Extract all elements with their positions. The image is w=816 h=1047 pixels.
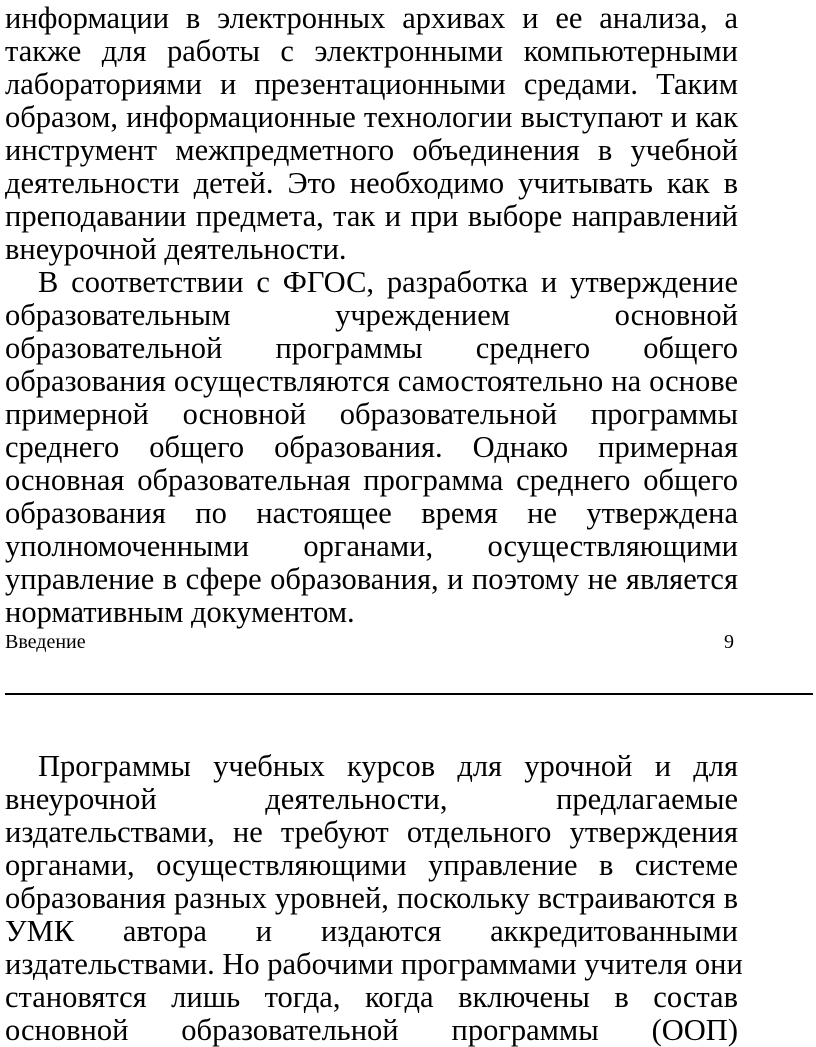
text-line: УМК автора и издаются аккредитованными bbox=[5, 914, 738, 948]
text-line: издательствами, не требуют отдельного утверждения bbox=[5, 815, 738, 849]
text-line: основная образовательная программа среднего общего bbox=[5, 463, 738, 497]
text-line: образовательным учреждением основной bbox=[5, 298, 738, 332]
text-line: становятся лишь тогда, когда включены в состав bbox=[5, 980, 738, 1014]
text-line: образования разных уровней, поскольку встраиваются в bbox=[5, 881, 738, 915]
text-line: преподавании предмета, так и при выборе направлений bbox=[5, 199, 738, 233]
text-line: образования по настоящее время не утверждена bbox=[5, 496, 738, 530]
text-line: лабораториями и презентационными средами. Таким bbox=[5, 67, 738, 101]
text-line: инструмент межпредметного объединения в учебной bbox=[5, 133, 738, 167]
text-line: основной образовательной программы (ООП) bbox=[5, 1013, 738, 1047]
text-line: нормативным документом. bbox=[5, 595, 355, 629]
text-line: среднего общего образования. Однако примерная bbox=[5, 430, 738, 464]
text-line: издательствами. Но рабочими программами учителя они bbox=[5, 947, 743, 981]
text-line: информации в электронных архивах и ее анализа, а bbox=[5, 1, 738, 35]
text-line: внеурочной деятельности. bbox=[5, 232, 347, 266]
page-divider bbox=[5, 693, 813, 695]
text-line: управление в сфере образования, и поэтому не является bbox=[5, 562, 738, 596]
text-line: уполномоченными органами, осуществляющими bbox=[5, 529, 738, 563]
text-line: образования осуществляются самостоятельно на основе bbox=[5, 364, 738, 398]
footer-section-title: Введение bbox=[5, 631, 86, 653]
text-line: также для работы с электронными компьютерными bbox=[5, 34, 738, 68]
text-line: Программы учебных курсов для урочной и для bbox=[38, 749, 738, 783]
text-line: образом, информационные технологии выступают и как bbox=[5, 100, 738, 134]
text-line: деятельности детей. Это необходимо учитывать как в bbox=[5, 166, 738, 200]
text-line: внеурочной деятельности, предлагаемые bbox=[5, 782, 738, 816]
text-line: образовательной программы среднего общего bbox=[5, 331, 738, 365]
text-line: органами, осуществляющими управление в системе bbox=[5, 848, 738, 882]
text-line: примерной основной образовательной программы bbox=[5, 397, 738, 431]
page-number: 9 bbox=[724, 631, 734, 653]
text-line: В соответствии с ФГОС, разработка и утверждение bbox=[38, 265, 738, 299]
